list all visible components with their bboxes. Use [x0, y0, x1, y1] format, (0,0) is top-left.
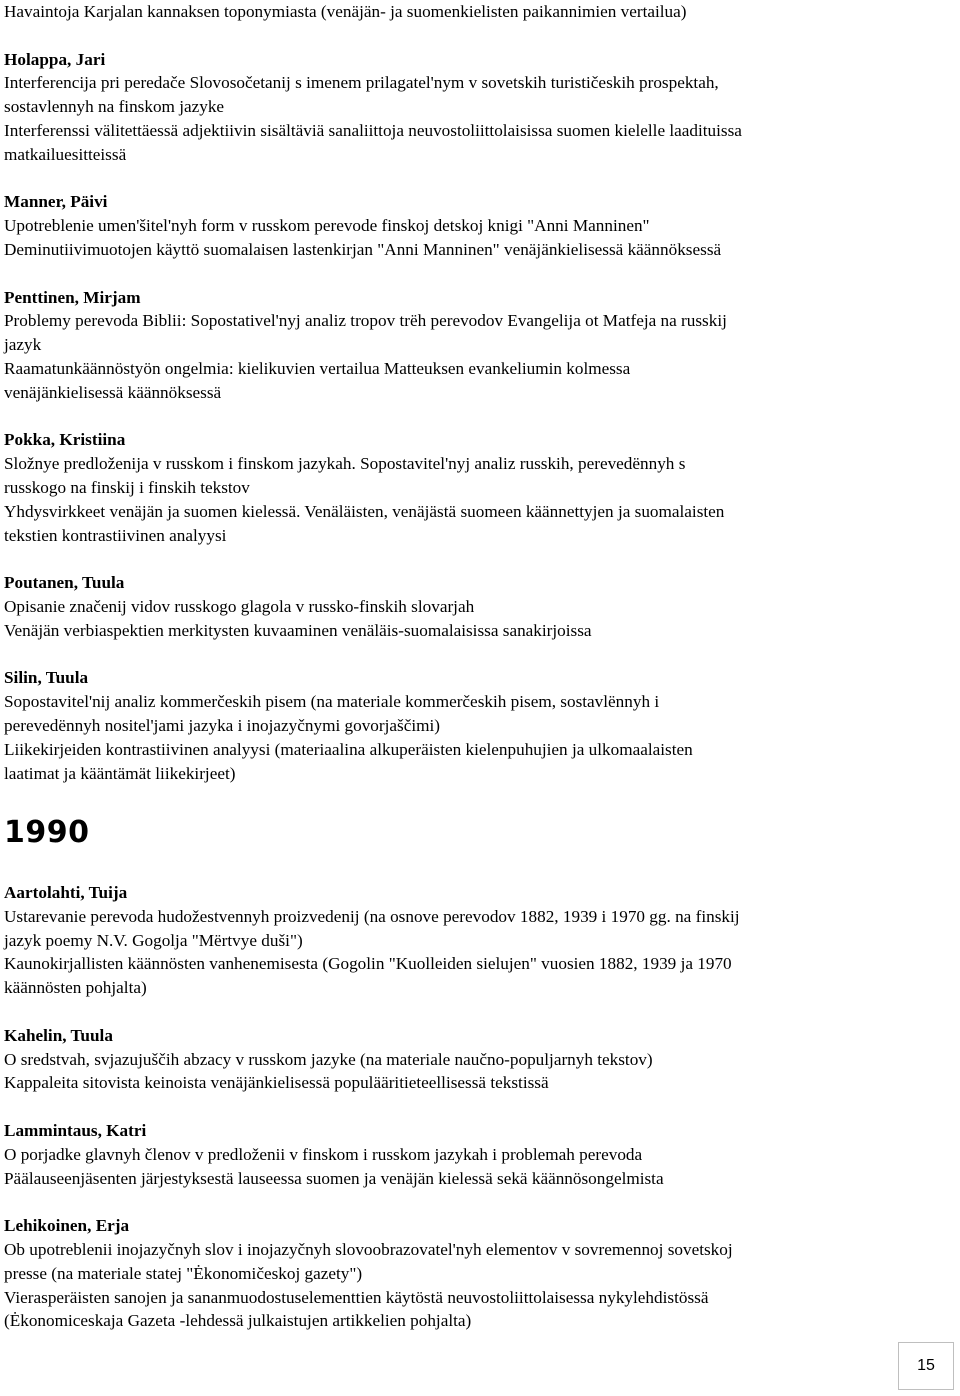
entry-title-line: O sredstvah, svjazujuščih abzacy v russkom jazyke (na materiale naučno-populjarnyh tekstov) [4, 1049, 653, 1069]
bibliography-entry [4, 428, 956, 547]
entry-title-line: tekstien kontrastiivinen analyysi [4, 525, 227, 545]
bibliography-entry [4, 1214, 956, 1333]
document-page [4, 0, 956, 1357]
entry-title-line: Vierasperäisten sanojen ja sananmuodostuselementtien käytöstä neuvostoliittolaisessa nykylehdistössä [4, 1287, 709, 1307]
page-number-label: 15 [917, 1357, 935, 1374]
author-name: Aartolahti, Tuija [4, 883, 128, 903]
entry-title-line: sostavlennyh na finskom jazyke [4, 97, 225, 117]
entry-title-line: Yhdysvirkkeet venäjän ja suomen kielessä. Venäläisten, venäjästä suomeen käännettyjen ja suomalaisten [4, 501, 725, 521]
entry-title-line: Liikekirjeiden kontrastiivinen analyysi (materiaalina alkuperäisten kielenpuhujien ja ulkomaalaisten [4, 739, 693, 759]
bibliography-entry [4, 881, 956, 1000]
continued-entry [4, 0, 956, 24]
entry-title-line: jazyk [4, 335, 42, 355]
author-name: Silin, Tuula [4, 668, 89, 688]
bibliography-entry [4, 190, 956, 261]
author-name: Pokka, Kristiina [4, 430, 126, 450]
entry-title-line: Problemy perevoda Biblii: Sopostativel'nyj analiz tropov trëh perevodov Evangelija ot Matfeja na russkij [4, 311, 727, 331]
bibliography-entry [4, 1119, 956, 1190]
bibliography-entry [4, 286, 956, 405]
entry-title-line: Kaunokirjallisten käännösten vanhenemisesta (Gogolin "Kuolleiden sielujen" vuosien 1882, 1939 ja 1970 [4, 954, 732, 974]
entry-title-line: Složnye predloženija v russkom i finskom jazykah. Sopostavitel'nyj analiz russkih, perevedënnyh s [4, 454, 686, 474]
author-name: Poutanen, Tuula [4, 573, 125, 593]
entry-title-line: O porjadke glavnyh členov v predloženii v finskom i russkom jazykah i problemah perevoda [4, 1144, 643, 1164]
entry-title-line: Raamatunkäännöstyön ongelmia: kielikuvien vertailua Matteuksen evankeliumin kolmessa [4, 358, 631, 378]
entry-title-line: käännösten pohjalta) [4, 978, 147, 998]
author-name: Lammintaus, Katri [4, 1121, 147, 1141]
entry-title-line: Kappaleita sitovista keinoista venäjänkielisessä populääritieteellisessä tekstissä [4, 1073, 549, 1093]
bibliography-entry [4, 571, 956, 642]
author-name: Lehikoinen, Erja [4, 1216, 130, 1236]
bibliography-entry [4, 666, 956, 785]
entry-title-line: laatimat ja kääntämät liikekirjeet) [4, 763, 236, 783]
entry-title-line: Sopostavitel'nij analiz kommerčeskih pisem (na materiale kommerčeskih pisem, sostavlënnyh i [4, 692, 660, 712]
author-name: Kahelin, Tuula [4, 1025, 113, 1045]
entry-title-line: jazyk poemy N.V. Gogolja "Mërtvye duši") [4, 930, 303, 950]
author-name: Manner, Päivi [4, 192, 108, 212]
author-name: Holappa, Jari [4, 49, 106, 69]
entry-title-line: (Ėkonomiceskaja Gazeta -lehdessä julkaistujen artikkelien pohjalta) [4, 1311, 472, 1331]
entries-list-after [4, 881, 956, 1333]
entry-title-line: Ustarevanie perevoda hudožestvennyh proizvedenij (na osnove perevodov 1882, 1939 i 1970 gg. na finskij [4, 906, 740, 926]
bibliography-entry [4, 1024, 956, 1095]
entry-title-line: Venäjän verbiaspektien merkitysten kuvaaminen venäläis-suomalaisissa sanakirjoissa [4, 620, 592, 640]
bibliography-entry [4, 48, 956, 167]
entries-list-before [4, 48, 956, 786]
entry-title-line: Ob upotreblenii inojazyčnyh slov i inojazyčnyh slovoobrazovatel'nyh elementov v sovremennoj sovetskoj [4, 1240, 733, 1260]
entry-title-line: Interferencija pri peredače Slovosočetanij s imenem prilagatel'nym v sovetskih turističeskih prospektah, [4, 73, 719, 93]
entry-title-line: matkailuesitteissä [4, 144, 127, 164]
year-heading: 1990 [4, 815, 90, 851]
entry-title-line: perevedënnyh nositel'jami jazyka i inojazyčnymi govorjaščimi) [4, 715, 440, 735]
entry-title-line: Päälauseenjäsenten järjestyksestä lauseessa suomen ja venäjän kielessä sekä käännösongelmista [4, 1168, 664, 1188]
entry-title-line: Interferenssi välitettäessä adjektiivin sisältäviä sanaliittoja neuvostoliittolaisissa suomen kielelle laadituissa [4, 120, 742, 140]
page-number [898, 1342, 954, 1390]
entry-title-line: Deminutiivimuotojen käyttö suomalaisen lastenkirjan "Anni Manninen" venäjänkielisessä käännöksessä [4, 239, 722, 259]
author-name: Penttinen, Mirjam [4, 287, 141, 307]
entry-title-line: russkogo na finskij i finskih tekstov [4, 477, 250, 497]
entry-title-line: presse (na materiale statej "Ėkonomičeskoj gazety") [4, 1263, 363, 1283]
entry-title-line: Havaintoja Karjalan kannaksen toponymiasta (venäjän- ja suomenkielisten paikannimien vertailua) [4, 2, 687, 21]
entry-title-line: Upotreblenie umen'šitel'nyh form v russkom perevode finskoj detskoj knigi "Anni Manninen" [4, 216, 650, 236]
entry-title-line: Opisanie značenij vidov russkogo glagola v russko-finskih slovarjah [4, 596, 475, 616]
entry-title-line: venäjänkielisessä käännöksessä [4, 382, 222, 402]
